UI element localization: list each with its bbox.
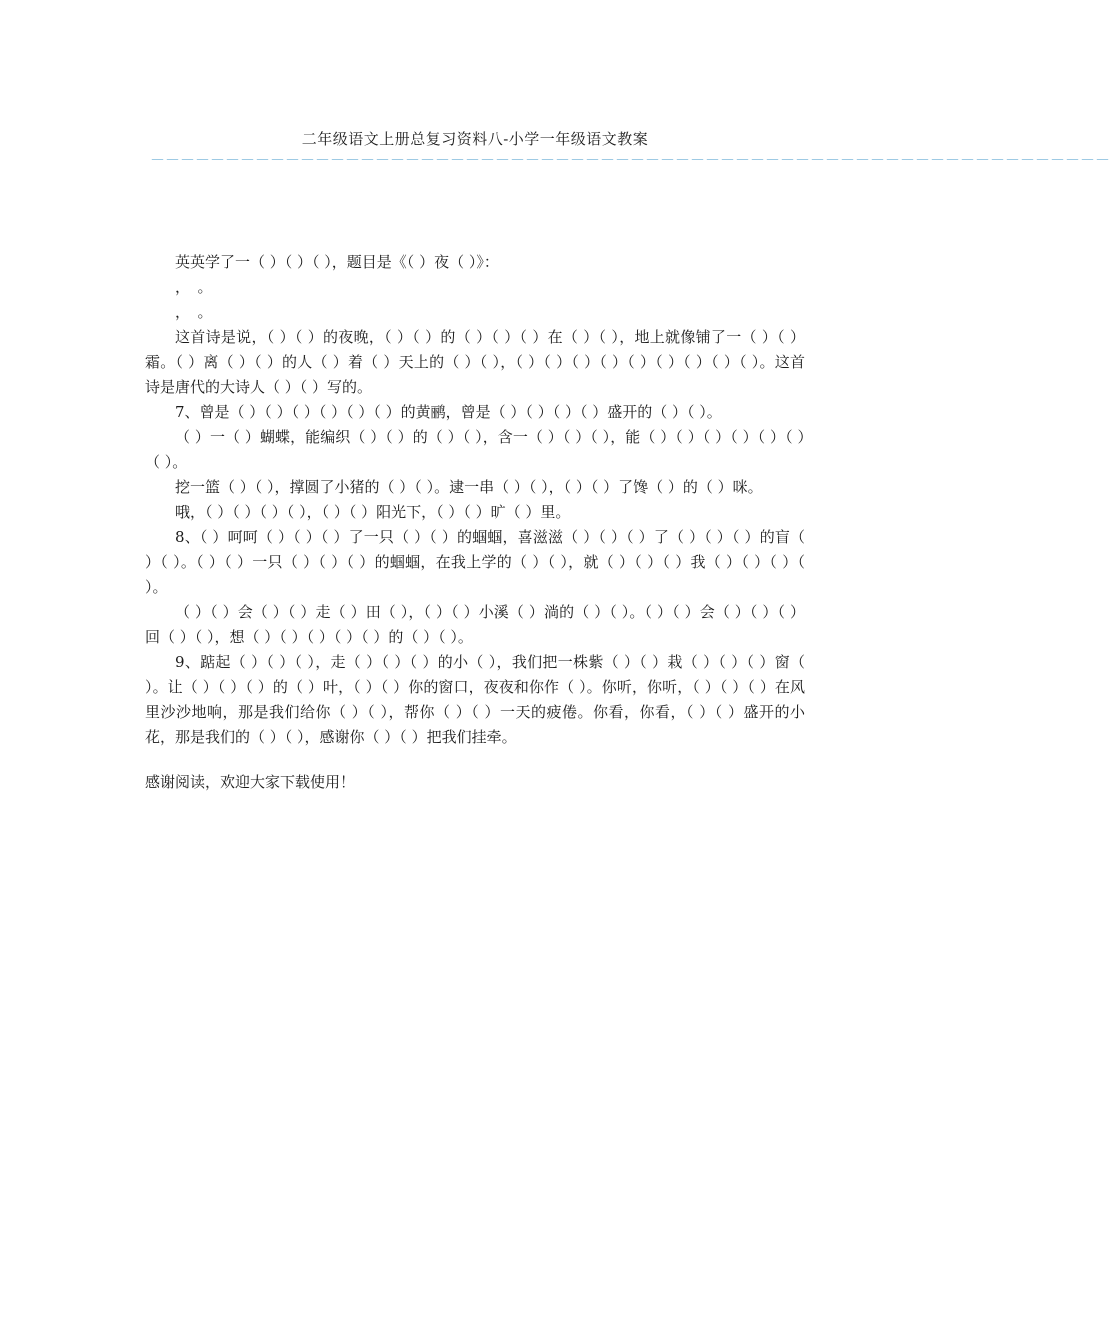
paragraph: 挖一篮（ ）（ ），撑圆了小猪的（ ）（ ）。逮一串（ ）（ ），（ ）（ ）了馋（ ）的（ ）咪。: [175, 478, 763, 496]
question-7: 7、曾是（ ）（ ）（ ）（ ）（ ）（ ）的黄鹂，曾是（ ）（ ）（ ）（ ）盛开的（ ）（ ）。: [175, 403, 722, 421]
header-divider: －－－－－－－－－－－－－－－－－－－－－－－－－－－－－－－－－－－－－－－－－－－－－－－－－－－－－－－－－－－－－－－－: [150, 151, 1110, 169]
document-body: [145, 250, 805, 795]
closing-note: 感谢阅读，欢迎大家下载使用！: [145, 773, 356, 791]
paragraph: 英英学了一（ ）（ ）（ ），题目是《（ ）夜（ ）》：: [175, 253, 499, 271]
paragraph: 哦，（ ）（ ）（ ）（ ），（ ）（ ）阳光下，（ ）（ ）旷（ ）里。: [175, 503, 571, 521]
poem-line: ， 。: [175, 278, 213, 296]
spacer: [145, 750, 805, 770]
question-8: 8、（ ）呵呵（ ）（ ）（ ）了一只（ ）（ ）的蝈蝈，喜滋滋（ ）（ ）（ ）了（ ）（ ）（ ）的盲（ ）（ ）。（ ）（ ）一只（ ）（ ）（ ）的蝈蝈，在我上学的（ ）（ ），就（ ）（ ）（ ）我（ ）（ ）（ ）（ ）。: [145, 528, 805, 596]
question-9: 9、踮起（ ）（ ）（ ），走（ ）（ ）（ ）的小（ ），我们把一株紫（ ）（ ）栽（ ）（ ）（ ）窗（ ）。让（ ）（ ）（ ）的（ ）叶，（ ）（ ）你的窗口，夜夜和你作（ ）。你听，你听，（ ）（ ）（ ）在风里沙沙地响，那是我们给你（ ）（ ），帮你（ ）（ ）一天的疲倦。你看，你看，（ ）（ ）盛开的小花，那是我们的（ ）（ ），感谢你（ ）（ ）把我们挂牵。: [145, 653, 805, 746]
document-title: 二年级语文上册总复习资料八-小学一年级语文教案: [301, 130, 649, 148]
paragraph: （ ）一（ ）蝴蝶，能编织（ ）（ ）的（ ）（ ），含一（ ）（ ）（ ），能（ ）（ ）（ ）（ ）（ ）（ ）（ ）。: [145, 428, 805, 471]
poem-line: ， 。: [175, 303, 213, 321]
paragraph: 这首诗是说，（ ）（ ）的夜晚，（ ）（ ）的（ ）（ ）（ ）在（ ）（ ），地上就像铺了一（ ）（ ）霜。（ ）离（ ）（ ）的人（ ）着（ ）天上的（ ）（ ），（ ）（ ）（ ）（ ）（ ）（ ）（ ）（ ）（ ）。这首诗是唐代的大诗人（ ）（ ）写的。: [145, 328, 805, 396]
paragraph: （ ）（ ）会（ ）（ ）走（ ）田（ ），（ ）（ ）小溪（ ）淌的（ ）（ ）。（ ）（ ）会（ ）（ ）（ ）回（ ）（ ），想（ ）（ ）（ ）（ ）（ ）的（ ）（ ）。: [145, 603, 805, 646]
